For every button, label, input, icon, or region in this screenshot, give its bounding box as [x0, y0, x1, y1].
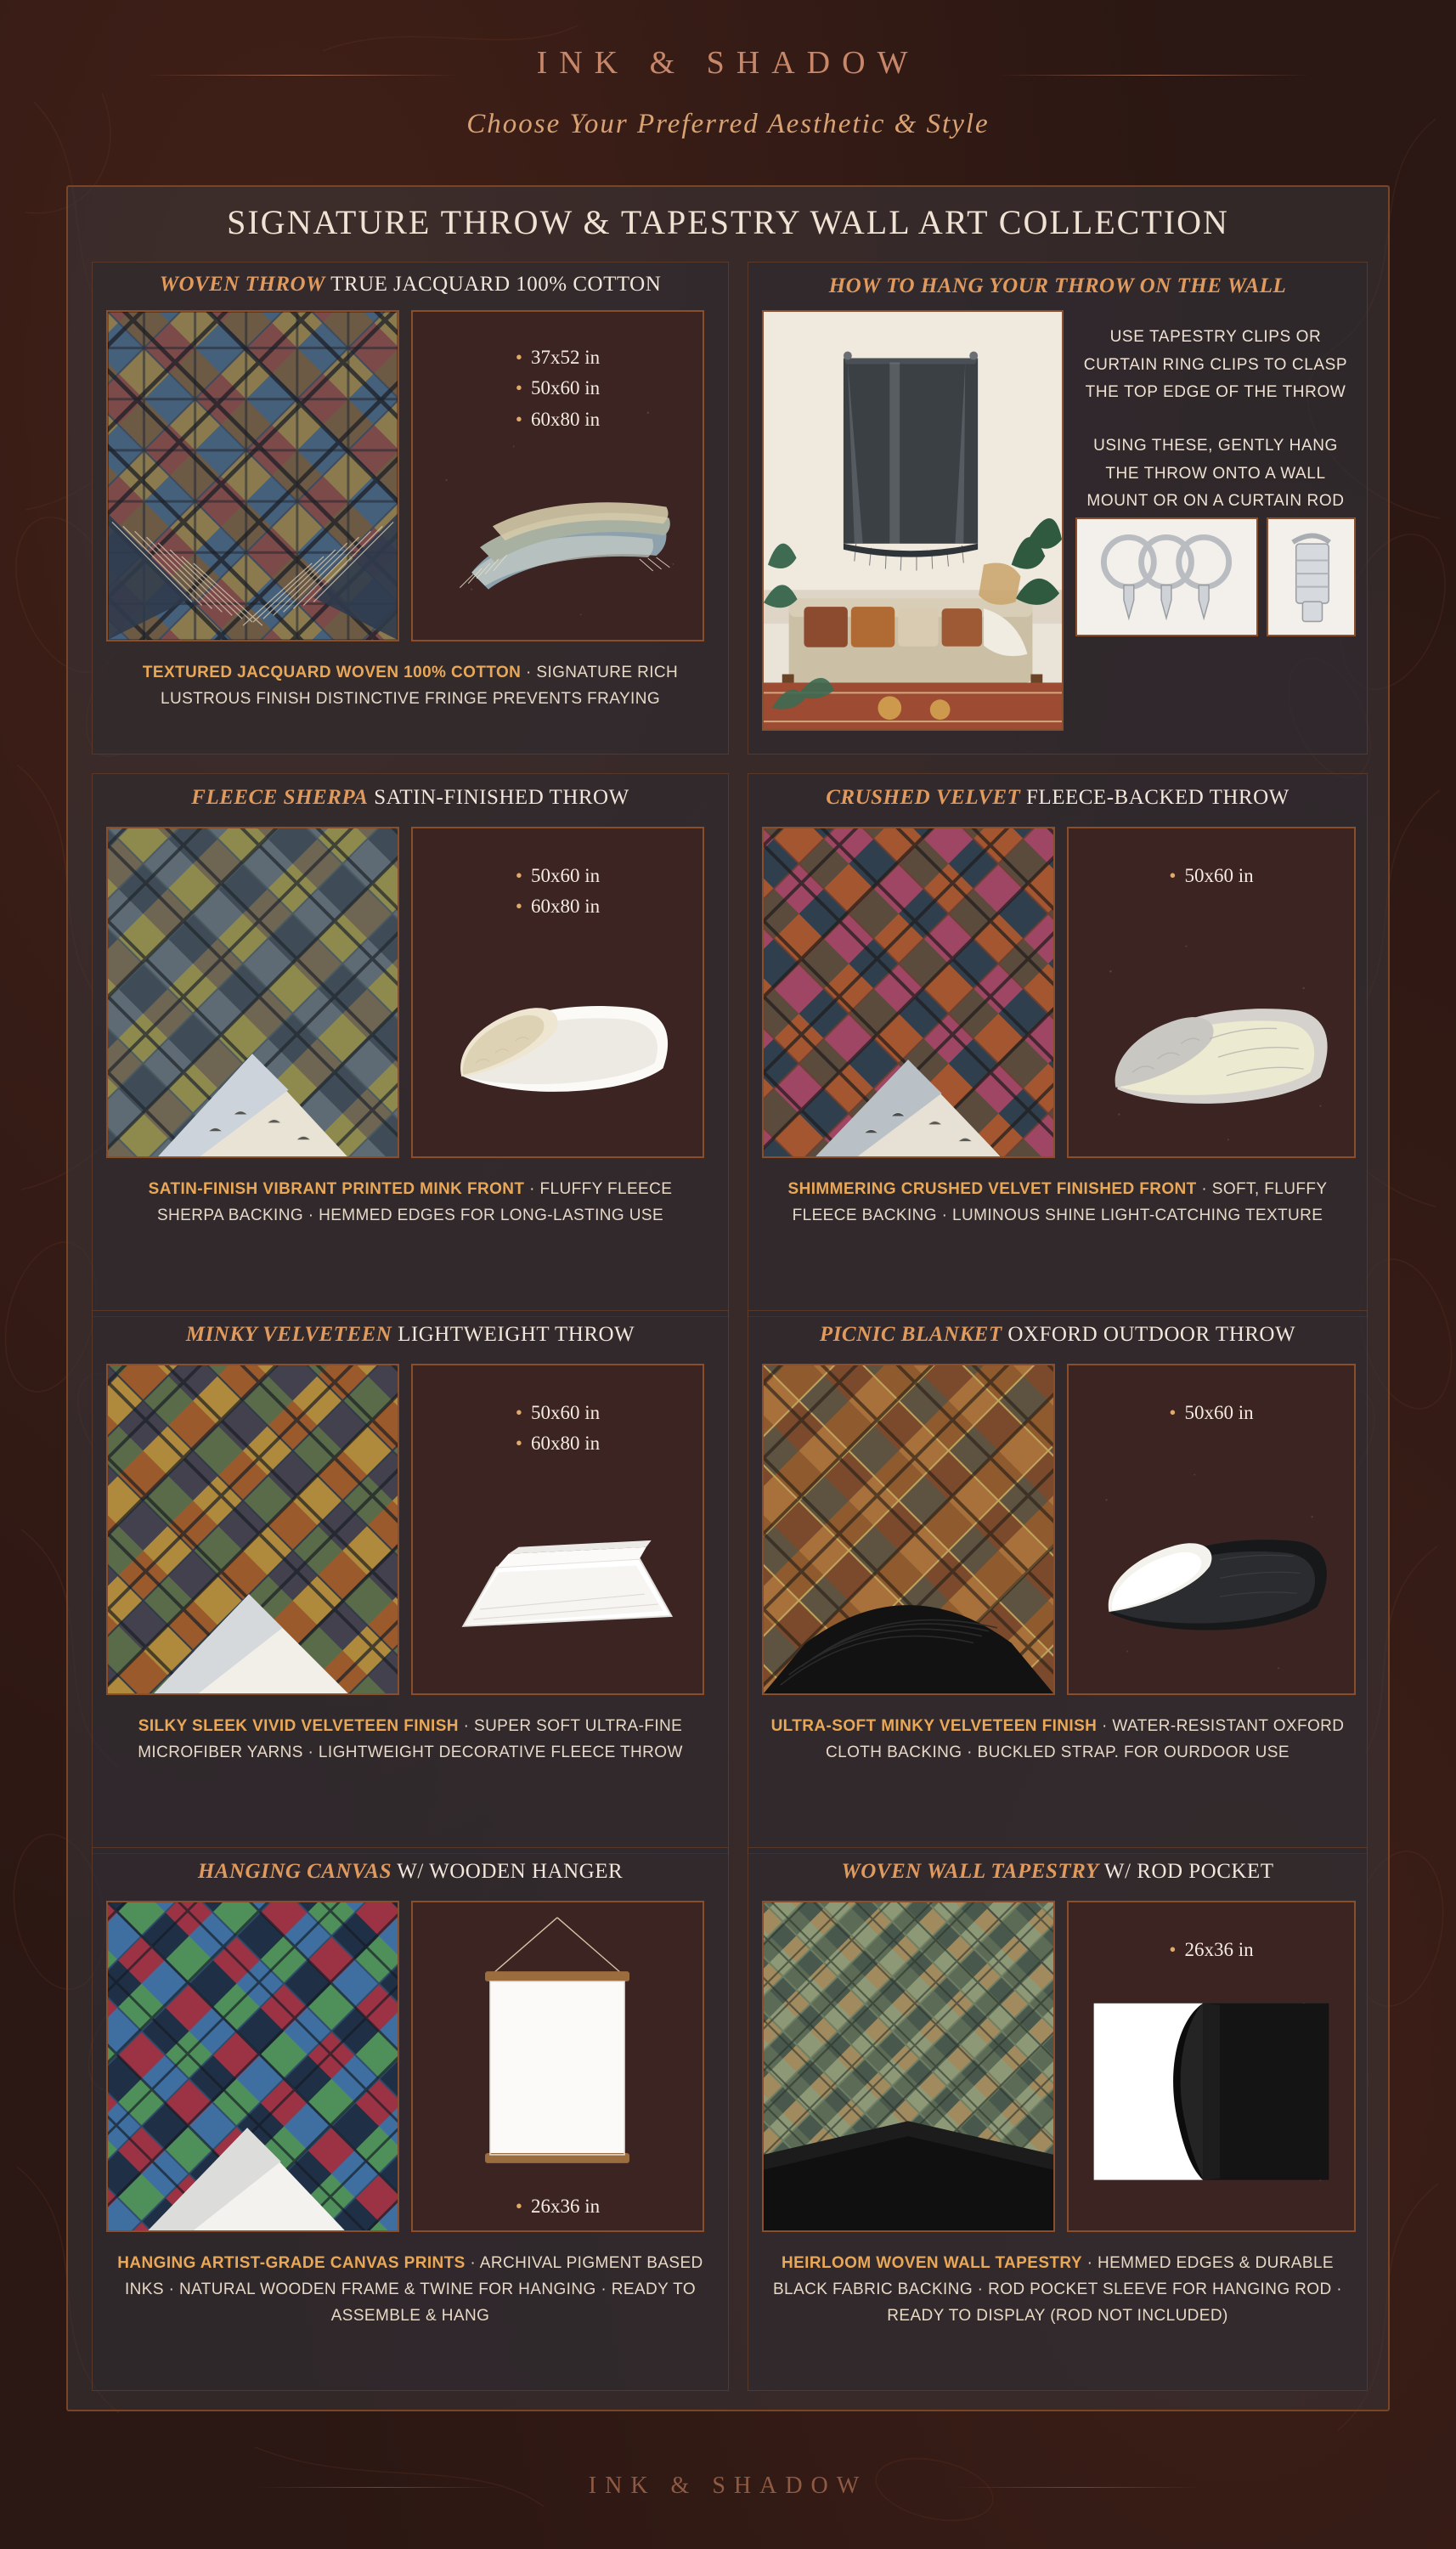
size-list-woven-wall-tapestry: • 26x36 in [1169, 1939, 1254, 1960]
section-title-how-to-hang: HOW TO HANG YOUR THROW ON THE WALL [828, 274, 1287, 297]
section-title-minky-velveteen: MINKY VELVETEEN LIGHTWEIGHT THROW [185, 1323, 635, 1346]
section-title-crushed-velvet: CRUSHED VELVET FLEECE-BACKED THROW [826, 786, 1290, 809]
product-image-woven-wall-tapestry [762, 1901, 1055, 2232]
section-crushed-velvet [748, 773, 1368, 1317]
size-list-woven-throw: • 37x52 in • 50x60 in • 60x80 in [515, 347, 601, 430]
size-list-fleece-sherpa: • 50x60 in • 60x80 in [515, 865, 601, 918]
size-list-crushed-velvet: • 50x60 in [1169, 865, 1254, 886]
section-title-woven-wall-tapestry: WOVEN WALL TAPESTRY W/ ROD POCKET [841, 1860, 1274, 1883]
header-rule-left [144, 75, 459, 76]
spec-box-woven-wall-tapestry [1067, 1901, 1356, 2232]
section-woven-wall-tapestry [748, 1847, 1368, 2391]
collection-panel [66, 185, 1390, 2411]
spec-box-fleece-sherpa [411, 827, 704, 1158]
section-hanging-canvas [92, 1847, 729, 2391]
section-picnic-blanket [748, 1310, 1368, 1854]
description-crushed-velvet: SHIMMERING CRUSHED VELVET FINISHED FRONT · SOFT, FLUFFY FLEECE BACKING · LUMINOUS SHINE LIGHT-CATCHING TEXTURE [787, 1180, 1328, 1224]
description-picnic-blanket: ULTRA-SOFT MINKY VELVETEEN FINISH · WATER-RESISTANT OXFORD CLOTH BACKING · BUCKLED STRAP. FOR OURDOOR USE [770, 1717, 1345, 1761]
brand-title: INK & SHADOW [536, 45, 920, 81]
section-title-woven-throw: WOVEN THROW TRUE JACQUARD 100% COTTON [159, 273, 662, 296]
description-fleece-sherpa: SATIN-FINISH VIBRANT PRINTED MINK FRONT · FLUFFY FLEECE SHERPA BACKING · HEMMED EDGES FOR LONG-LASTING USE [148, 1180, 673, 1224]
hang-instruction-paragraph-1: USE TAPESTRY CLIPS OR CURTAIN RING CLIPS TO CLASP THE TOP EDGE OF THE THROW [1083, 328, 1348, 402]
section-minky-velveteen [92, 1310, 729, 1854]
product-image-minky-velveteen [106, 1364, 399, 1695]
product-image-woven-throw [106, 310, 399, 641]
product-image-crushed-velvet [762, 827, 1055, 1158]
size-list-picnic-blanket: • 50x60 in [1169, 1402, 1254, 1423]
description-minky-velveteen: SILKY SLEEK VIVID VELVETEEN FINISH · SUPER SOFT ULTRA-FINE MICROFIBER YARNS · LIGHTWEIGHT DECORATIVE FLEECE THROW [138, 1717, 683, 1761]
description-woven-throw: TEXTURED JACQUARD WOVEN 100% COTTON · SIGNATURE RICH LUSTROUS FINISH DISTINCTIVE FRINGE PREVENTS FRAYING [142, 664, 679, 708]
size-list-hanging-canvas: • 26x36 in [515, 2196, 601, 2217]
section-title-hanging-canvas: HANGING CANVAS W/ WOODEN HANGER [197, 1860, 624, 1883]
spec-box-hanging-canvas [411, 1901, 704, 2232]
hang-instruction-paragraph-2: USING THESE, GENTLY HANG THE THROW ONTO A WALL MOUNT OR ON A CURTAIN ROD [1086, 437, 1345, 511]
product-image-hanging-canvas [106, 1901, 399, 2232]
spec-box-picnic-blanket [1067, 1364, 1356, 1695]
section-how-to-hang [748, 262, 1368, 755]
product-image-fleece-sherpa [106, 827, 399, 1158]
size-list-minky-velveteen: • 50x60 in • 60x80 in [515, 1402, 601, 1455]
header-rule-right [997, 75, 1312, 76]
page-title: SIGNATURE THROW & TAPESTRY WALL ART COLLECTION [227, 203, 1229, 241]
brand-tagline: Choose Your Preferred Aesthetic & Style [466, 109, 990, 139]
section-fleece-sherpa [92, 773, 729, 1317]
spec-box-woven-throw [411, 310, 704, 641]
product-image-picnic-blanket [762, 1364, 1055, 1695]
section-title-picnic-blanket: PICNIC BLANKET OXFORD OUTDOOR THROW [819, 1323, 1296, 1346]
room-photo-hanging-throw [762, 310, 1064, 731]
section-title-fleece-sherpa: FLEECE SHERPA SATIN-FINISHED THROW [191, 786, 629, 809]
spec-box-minky-velveteen [411, 1364, 704, 1695]
tapestry-clips-image [1075, 517, 1258, 636]
description-hanging-canvas: HANGING ARTIST-GRADE CANVAS PRINTS · ARCHIVAL PIGMENT BASED INKS · NATURAL WOODEN FRAME & TWINE FOR HANGING · READY TO ASSEMBLE & HANG [117, 2254, 703, 2325]
description-woven-wall-tapestry: HEIRLOOM WOVEN WALL TAPESTRY · HEMMED EDGES & DURABLE BLACK FABRIC BACKING · ROD POCKET SLEEVE FOR HANGING ROD · READY TO DISPLAY (ROD NOT INCLUDED) [772, 2254, 1343, 2325]
curtain-ring-clip-image [1267, 517, 1356, 636]
spec-box-crushed-velvet [1067, 827, 1356, 1158]
section-woven-throw [92, 262, 729, 755]
footer-brand: INK & SHADOW [588, 2473, 868, 2499]
